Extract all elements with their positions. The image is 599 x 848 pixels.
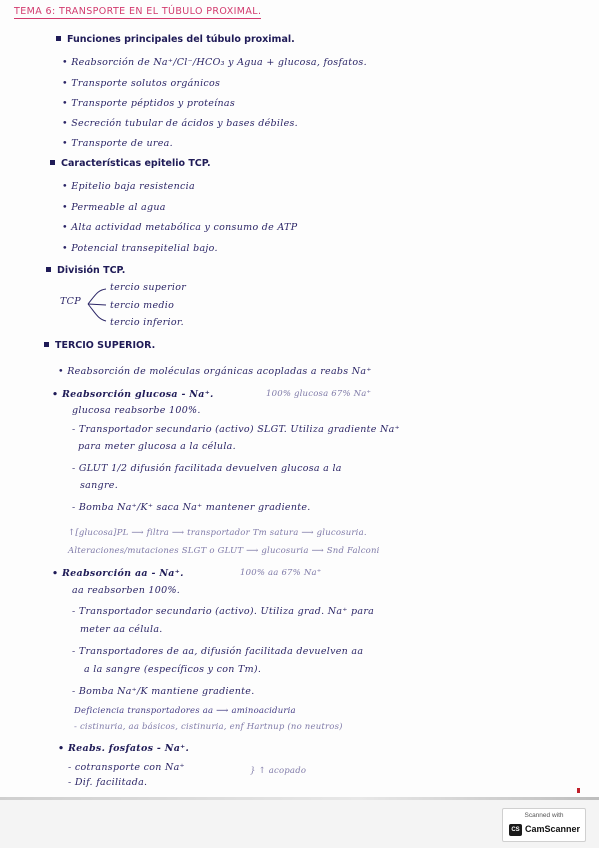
heading-text: TERCIO SUPERIOR. <box>55 340 156 351</box>
list-item: • Reabsorción de Na⁺/Cl⁻/HCO₃ y Agua + glucosa, fosfatos. <box>62 57 367 68</box>
note-line: - GLUT 1/2 difusión facilitada devuelven glucosa a la <box>72 463 342 474</box>
note-line: } ↑ acopado <box>250 766 307 776</box>
list-item: • Transporte de urea. <box>62 138 173 149</box>
page-edge-mark <box>577 788 580 793</box>
list-item: • Secreción tubular de ácidos y bases débiles. <box>62 118 298 129</box>
note-line: • Reabsorción glucosa - Na⁺. <box>52 389 214 400</box>
list-item: • Epitelio baja resistencia <box>62 181 195 192</box>
heading-text: División TCP. <box>57 265 126 276</box>
note-line: 100% aa 67% Na⁺ <box>240 568 322 578</box>
division-root: TCP <box>60 296 81 307</box>
branch-arrows-icon <box>62 286 108 324</box>
note-line: - Dif. facilitada. <box>68 777 148 788</box>
note-line: Alteraciones/mutaciones SLGT o GLUT ⟶ glucosuria ⟶ Snd Falconi <box>68 546 380 556</box>
note-line: • Reabsorción aa - Na⁺. <box>52 568 184 579</box>
title-underline <box>14 18 261 19</box>
bullet-square-icon <box>50 160 55 165</box>
note-line: - Transportador secundario (activo) SLGT. Utiliza gradiente Na⁺ <box>72 424 400 435</box>
note-line: para meter glucosa a la célula. <box>78 441 236 452</box>
note-line: - cotransporte con Na⁺ <box>68 762 185 773</box>
watermark-caption: Scanned with <box>524 812 564 819</box>
note-line: • Reabs. fosfatos - Na⁺. <box>58 743 190 754</box>
camscanner-watermark <box>502 808 586 842</box>
list-item: • Permeable al agua <box>62 202 166 213</box>
note-line: - cistinuria, aa básicos, cistinuria, enf Hartnup (no neutros) <box>74 722 343 732</box>
note-line: - Transportador secundario (activo). Utiliza grad. Na⁺ para <box>72 606 375 617</box>
division-branch: tercio superior <box>110 282 187 293</box>
note-line: aa reabsorben 100%. <box>72 585 181 596</box>
camscanner-logo-icon: CS <box>509 824 522 836</box>
section-heading-tercio <box>44 340 155 351</box>
note-line: ↑[glucosa]PL ⟶ filtra ⟶ transportador Tm satura ⟶ glucosuria. <box>68 528 367 538</box>
note-line: • Reabsorción de moléculas orgánicas acopladas a reabs Na⁺ <box>58 366 372 377</box>
note-line: - Transportadores de aa, difusión facilitada devuelven aa <box>72 646 364 657</box>
page-title <box>14 6 261 17</box>
section-heading-division <box>46 265 125 276</box>
watermark-brand: CamScanner <box>525 824 581 834</box>
note-line: 100% glucosa 67% Na⁺ <box>266 389 372 399</box>
note-line: a la sangre (específicos y con Tm). <box>84 664 262 675</box>
list-item: • Transporte péptidos y proteínas <box>62 98 236 109</box>
bullet-square-icon <box>44 342 49 347</box>
note-line: - Bomba Na⁺/K mantiene gradiente. <box>72 686 255 697</box>
heading-text: Funciones principales del túbulo proximal. <box>67 34 295 45</box>
division-branch: tercio inferior. <box>110 317 184 328</box>
section-heading-funciones <box>56 34 295 45</box>
bullet-square-icon <box>46 267 51 272</box>
page-title-text: TEMA 6: TRANSPORTE EN EL TÚBULO PROXIMAL. <box>14 6 262 17</box>
division-branch: tercio medio <box>110 300 175 311</box>
note-line: glucosa reabsorbe 100%. <box>72 405 201 416</box>
note-line: meter aa célula. <box>80 624 163 635</box>
list-item: • Alta actividad metabólica y consumo de ATP <box>62 222 298 233</box>
section-heading-caracteristicas <box>50 158 211 169</box>
list-item: • Potencial transepitelial bajo. <box>62 243 218 254</box>
heading-text: Características epitelio TCP. <box>61 158 211 169</box>
list-item: • Transporte solutos orgánicos <box>62 78 221 89</box>
note-line: Deficiencia transportadores aa ⟶ aminoaciduria <box>74 706 296 716</box>
bullet-square-icon <box>56 36 61 41</box>
note-line: - Bomba Na⁺/K⁺ saca Na⁺ mantener gradiente. <box>72 502 311 513</box>
note-line: sangre. <box>80 480 119 491</box>
